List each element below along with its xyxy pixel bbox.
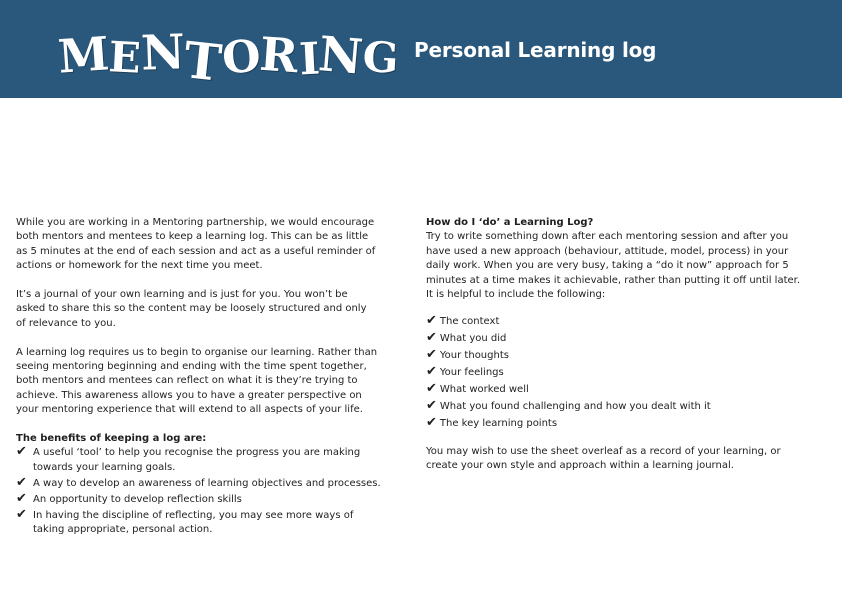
check-icon: ✔	[426, 381, 437, 397]
item-text: What you did	[439, 333, 507, 345]
check-icon: ✔	[426, 347, 437, 363]
list-item	[426, 399, 826, 414]
check-icon: ✔	[16, 506, 27, 522]
logo-letter: G	[361, 31, 400, 83]
list-item	[16, 474, 408, 491]
list-item	[426, 382, 826, 397]
header-banner	[0, 0, 842, 98]
list-item	[16, 506, 408, 538]
list-item	[16, 446, 408, 475]
closing-paragraph: You may wish to use the sheet overleaf as a record of your learning, or create your own style and approach within a learning journal.	[426, 445, 781, 472]
benefit-text: In having the discipline of reflecting, you may see more ways of taking appropriate, personal action.	[33, 509, 354, 536]
benefit-text: An opportunity to develop reflection skills	[33, 493, 242, 505]
journal-paragraph: It’s a journal of your own learning and is just for you. You won’t be asked to share this so the content may be loosely structured and only of relevance to you.	[16, 289, 367, 329]
check-icon: ✔	[426, 313, 437, 329]
check-icon: ✔	[426, 415, 437, 431]
item-text: The context	[439, 316, 500, 328]
item-text: What worked well	[439, 384, 529, 396]
right-column	[426, 216, 826, 488]
logo-letter: I	[297, 32, 321, 85]
check-icon: ✔	[16, 474, 27, 490]
how-to-heading: How do I ‘do’ a Learning Log?	[426, 217, 594, 228]
list-item	[426, 365, 826, 380]
item-text: Your feelings	[439, 367, 504, 379]
list-item	[426, 331, 826, 346]
benefit-text: A way to develop an awareness of learning objectives and processes.	[33, 477, 381, 489]
logo-letter: M	[56, 26, 111, 84]
organise-paragraph: A learning log requires us to begin to organise our learning. Rather than seeing mentoring beginning and ending with the time spent together, both mentors and mentees can reflect on what it is they’re trying to achieve. This awareness allows you to have a greater perspective on your mentoring experience that will extend to all aspects of your life.	[16, 346, 378, 416]
logo-letter: R	[258, 26, 301, 84]
logo-letter: O	[220, 29, 263, 85]
logo-letter: E	[107, 31, 142, 83]
check-icon: ✔	[16, 490, 27, 506]
logo-letter: N	[316, 26, 366, 86]
page-title: Personal Learning log	[414, 38, 657, 62]
check-icon: ✔	[426, 364, 437, 380]
mentoring-logo	[56, 18, 400, 93]
item-text: The key learning points	[439, 418, 558, 430]
benefit-text: A useful ‘tool’ to help you recognise the progress you are making towards your learning goals.	[33, 447, 361, 473]
logo-letter: N	[139, 24, 186, 82]
item-text: What you found challenging and how you dealt with it	[439, 401, 711, 413]
list-item	[426, 416, 826, 431]
list-item	[426, 314, 826, 329]
benefits-list	[16, 446, 408, 537]
how-to-paragraph: Try to write something down after each mentoring session and after you have used a new approach (behaviour, attitude, model, process) in your daily work. When you are very busy, taking a “do it now” approach for 5 minutes at a time makes it achievable, rather than putting it off until later. It is helpful to include the following:	[426, 231, 801, 301]
benefits-heading: The benefits of keeping a log are:	[16, 433, 207, 445]
logo-letter: T	[180, 29, 225, 93]
check-icon: ✔	[426, 330, 437, 346]
list-item	[426, 348, 826, 363]
list-item	[16, 490, 408, 507]
check-icon: ✔	[16, 444, 27, 460]
item-text: Your thoughts	[439, 350, 509, 362]
intro-paragraph: While you are working in a Mentoring partnership, we would encourage both mentors and mentees to keep a learning log. This can be as little as 5 minutes at the end of each session and act as a useful reminder of actions or homework for the next time you meet.	[16, 217, 376, 272]
left-column	[16, 216, 408, 539]
check-icon: ✔	[426, 398, 437, 414]
include-list	[426, 314, 826, 431]
